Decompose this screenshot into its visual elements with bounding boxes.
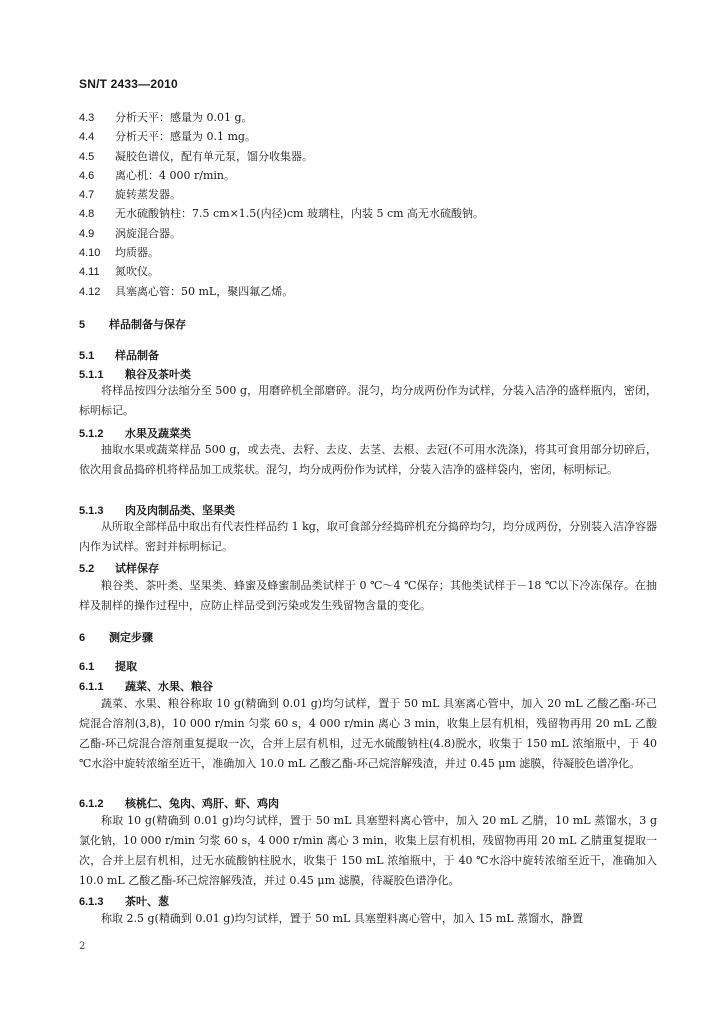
equipment-item: 4.6 离心机：4 000 r/min。: [79, 169, 235, 182]
subsection-heading: 5.1.2 水果及蔬菜类: [79, 428, 191, 440]
standard-code-header: SN/T 2433—2010: [79, 77, 178, 91]
equipment-item: 4.8 无水硫酸钠柱：7.5 cm×1.5(内径)cm 玻璃柱，内装 5 cm 高无水硫酸钠。: [79, 207, 485, 220]
subsection-heading: 5.1.3 肉及肉制品类、坚果类: [79, 505, 235, 517]
equipment-item: 4.3 分析天平：感量为 0.01 g。: [79, 111, 253, 124]
equipment-item: 4.5 凝胶色谱仪，配有单元泵，馏分收集器。: [79, 150, 313, 163]
paragraph: 抽取水果或蔬菜样品 500 g，或去壳、去籽、去皮、去茎、去根、去冠(不可用水洗涤)，将其可食用部分切碎后，依次用食品捣碎机将样品加工成浆状。混匀，均分成两份作为试样，分装入洁净的盛样袋内，密闭，标明标记。: [79, 443, 657, 476]
subsection-heading: 5.2 试样保存: [79, 563, 159, 575]
paragraph: 称取 2.5 g(精确到 0.01 g)均匀试样，置于 50 mL 具塞塑料离心管中，加入 15 mL 蒸馏水，静置: [101, 912, 584, 925]
subsection-heading: 6.1.1 蔬菜、水果、粮谷: [79, 681, 213, 693]
equipment-item: 4.10 均质器。: [79, 246, 159, 259]
subsection-heading: 6.1.3 茶叶、葱: [79, 896, 169, 908]
equipment-item: 4.4 分析天平：感量为 0.1 mg。: [79, 130, 256, 143]
page-number: 2: [79, 941, 86, 952]
equipment-item: 4.11 氮吹仪。: [79, 265, 159, 278]
equipment-item: 4.9 涡旋混合器。: [79, 227, 181, 240]
subsection-heading: 5.1.1 粮谷及茶叶类: [79, 369, 191, 381]
subsection-heading: 5.1 样品制备: [79, 350, 159, 362]
paragraph: 从所取全部样品中取出有代表性样品约 1 kg，取可食部分经捣碎机充分捣碎均匀，均分成两份，分别装入洁净容器内作为试样。密封并标明标记。: [79, 520, 657, 553]
equipment-item: 4.12 具塞离心管：50 mL，聚四氟乙烯。: [79, 285, 294, 298]
section-heading: 5 样品制备与保存: [79, 319, 186, 331]
paragraph: 将样品按四分法缩分至 500 g，用磨碎机全部磨碎。混匀，均分成两份作为试样，分装入洁净的盛样瓶内，密闭，标明标记。: [79, 384, 657, 417]
paragraph: 粮谷类、茶叶类、坚果类、蜂蜜及蜂蜜制品类试样于 0 ℃～4 ℃保存；其他类试样于－18 ℃以下冷冻保存。在抽样及制样的操作过程中，应防止样品受到污染或发生残留物含量的变化。: [79, 579, 657, 612]
paragraph: 蔬菜、水果、粮谷称取 10 g(精确到 0.01 g)均匀试样，置于 50 mL 具塞离心管中，加入 20 mL 乙酸乙酯-环己烷混合溶剂(3,8)，10 000 r/min 匀浆 60 s，4 000 r/min 离心 3 min，收集上层有机相，残留物再用 20 mL 乙酸乙酯-环己烷混合溶剂重复提取一次，合并上层有机相，过无水硫酸钠柱(4.8)脱水，收集于 150 mL 浓缩瓶中，于 40 ℃水浴中旋转浓缩至近干，准确加入 10.0 mL 乙酸乙酯-环己烷溶解残渣，并过 0.45 μm 滤膜，待凝胶色谱净化。: [79, 697, 657, 770]
section-heading: 6 测定步骤: [79, 632, 153, 644]
subsection-heading: 6.1 提取: [79, 661, 137, 673]
subsection-heading: 6.1.2 核桃仁、兔肉、鸡肝、虾、鸡肉: [79, 798, 279, 810]
paragraph: 称取 10 g(精确到 0.01 g)均匀试样，置于 50 mL 具塞塑料离心管中，加入 20 mL 乙腈，10 mL 蒸馏水，3 g 氯化钠，10 000 r/min 匀浆 60 s，4 000 r/min 离心 3 min，收集上层有机相，残留物再用 20 mL 乙腈重复提取一次，合并上层有机相，过无水硫酸钠柱脱水，收集于 150 mL 浓缩瓶中，于 40 ℃水浴中旋转浓缩至近干，准确加入 10.0 mL 乙酸乙酯-环己烷溶解残渣，并过 0.45 μm 滤膜，待凝胶色谱净化。: [79, 814, 657, 887]
equipment-item: 4.7 旋转蒸发器。: [79, 188, 181, 201]
